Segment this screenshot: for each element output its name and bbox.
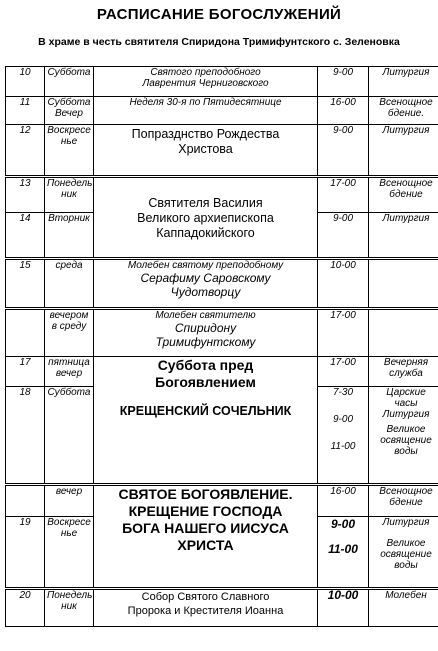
service-cell: Всенощное бдение: [369, 177, 438, 213]
day-cell: Воскресе нье: [45, 125, 94, 177]
event-cell: СВЯТОЕ БОГОЯВЛЕНИЕ. КРЕЩЕНИЕ ГОСПОДА БОГА НАШЕГО ИИСУСА ХРИСТА: [94, 485, 318, 589]
day-cell: Вторник: [45, 213, 94, 259]
service-cell: [369, 309, 438, 357]
time-cell: 9-00 11-00: [318, 517, 369, 589]
date-cell: 20: [6, 589, 45, 627]
date-cell: 11: [6, 97, 45, 125]
service-cell: Литургия: [369, 213, 438, 259]
service-cell: Всенощное бдение.: [369, 97, 438, 125]
date-cell: 18: [6, 387, 45, 485]
service-cell: Царские часы Литургия Великое освящение воды: [369, 387, 438, 485]
table-row: [6, 485, 438, 517]
time-cell: 17-00: [318, 357, 369, 387]
table-row: [6, 309, 438, 357]
day-cell: вечер: [45, 485, 94, 517]
event-cell: Молебен святому преподобному Серафиму Саровскому Чудотворцу: [94, 259, 318, 309]
date-cell: 14: [6, 213, 45, 259]
date-cell: 19: [6, 517, 45, 589]
date-cell: 17: [6, 357, 45, 387]
page-subtitle: В храме в честь святителя Спиридона Тримифунтского с. Зеленовка: [38, 36, 400, 48]
day-cell: Суббота Вечер: [45, 97, 94, 125]
time-cell: 10-00: [318, 259, 369, 309]
service-cell: Литургия: [369, 67, 438, 97]
time-cell: 7-30 9-00 11-00: [318, 387, 369, 485]
day-cell: Воскресе нье: [45, 517, 94, 589]
event-cell: Святителя Василия Великого архиепископа Каппадокийского: [94, 177, 318, 259]
service-cell: Литургия: [369, 125, 438, 177]
date-cell: 15: [6, 259, 45, 309]
table-row: [6, 259, 438, 309]
event-cell: Собор Святого Славного Пророка и Крестителя Иоанна: [94, 589, 318, 627]
time-cell: 17-00: [318, 177, 369, 213]
day-cell: Суббота: [45, 67, 94, 97]
time-cell: 9-00: [318, 67, 369, 97]
time-cell: 16-00: [318, 97, 369, 125]
date-cell: [6, 309, 45, 357]
day-cell: Суббота: [45, 387, 94, 485]
table-row: [6, 97, 438, 125]
event-cell: Суббота пред Богоявлением КРЕЩЕНСКИЙ СОЧЕЛЬНИК: [94, 357, 318, 485]
schedule-table: [5, 66, 438, 627]
time-cell: 16-00: [318, 485, 369, 517]
event-cell: Молебен святителю Спиридону Тримифунтскому: [94, 309, 318, 357]
table-row: [6, 589, 438, 627]
service-cell: Вечерняя служба: [369, 357, 438, 387]
day-cell: вечером в среду: [45, 309, 94, 357]
date-cell: 10: [6, 67, 45, 97]
service-cell: [369, 259, 438, 309]
time-cell: 9-00: [318, 125, 369, 177]
day-cell: пятница вечер: [45, 357, 94, 387]
service-cell: Литургия Великое освящение воды: [369, 517, 438, 589]
time-cell: 17-00: [318, 309, 369, 357]
table-row: [6, 125, 438, 177]
time-cell: 9-00: [318, 213, 369, 259]
date-cell: [6, 485, 45, 517]
table-row: [6, 67, 438, 97]
event-cell: Неделя 30-я по Пятидесятнице: [94, 97, 318, 125]
time-cell: 10-00: [318, 589, 369, 627]
day-cell: Понедель ник: [45, 177, 94, 213]
event-cell: Святого преподобного Лаврентия Черниговского: [94, 67, 318, 97]
table-row: [6, 177, 438, 213]
date-cell: 12: [6, 125, 45, 177]
date-cell: 13: [6, 177, 45, 213]
day-cell: среда: [45, 259, 94, 309]
service-cell: Всенощное бдение: [369, 485, 438, 517]
table-row: [6, 357, 438, 387]
service-cell: Молебен: [369, 589, 438, 627]
event-cell: Попразднство Рождества Христова: [94, 125, 318, 177]
page-title: РАСПИСАНИЕ БОГОСЛУЖЕНИЙ: [96, 6, 342, 23]
day-cell: Понедель ник: [45, 589, 94, 627]
